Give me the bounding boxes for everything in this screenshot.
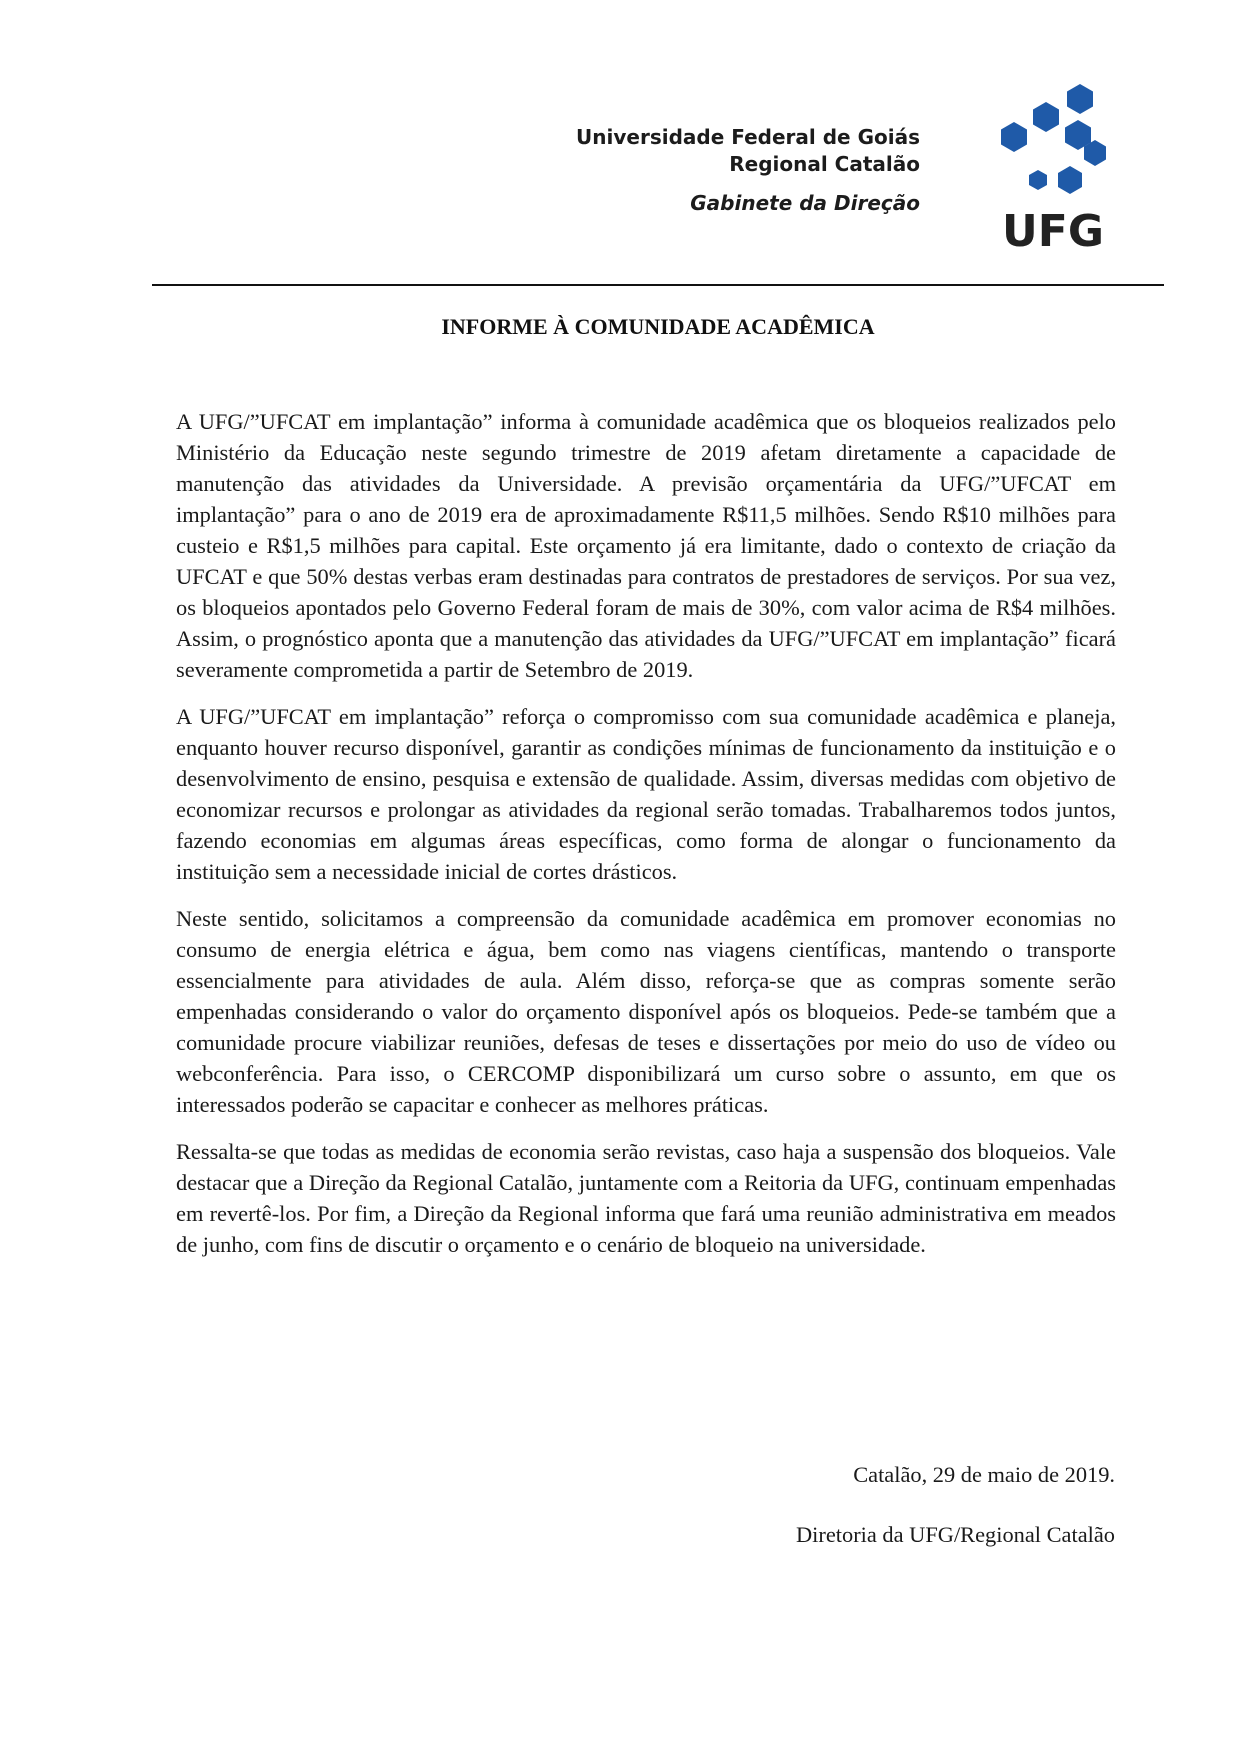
institution-name: Universidade Federal de Goiás <box>576 125 920 149</box>
date-line: Catalão, 29 de maio de 2019. <box>853 1462 1115 1487</box>
paragraph: A UFG/”UFCAT em implantação” informa à comunidade acadêmica que os bloqueios realizados pelo Ministério da Educação neste segundo trimestre de 2019 afetam diretamente a capacidade de manutenção das atividades da Universidade. A previsão orçamentária da UFG/”UFCAT em implantação” para o ano de 2019 era de aproximadamente R$11,5 milhões. Sendo R$10 milhões para custeio e R$1,5 milhões para capital. Este orçamento já era limitante, dado o contexto de criação da UFCAT e que 50% destas verbas eram destinadas para contratos de prestadores de serviços. Por sua vez, os bloqueios apontados pelo Governo Federal foram de mais de 30%, com valor acima de R$4 milhões. Assim, o prognóstico aponta que a manutenção das atividades da UFG/”UFCAT em implantação” ficará severamente comprometida a partir de Setembro de 2019. <box>176 409 1116 682</box>
hexagon-middle-left <box>1001 122 1027 152</box>
hexagon-upper-left <box>1033 102 1059 132</box>
hexagon-lower-center <box>1058 166 1082 194</box>
campus-name: Regional Catalão <box>729 152 920 176</box>
document-body <box>176 406 1116 1276</box>
office-name: Gabinete da Direção <box>690 191 920 215</box>
hexagon-top <box>1067 84 1093 114</box>
signature: Diretoria da UFG/Regional Catalão <box>796 1522 1115 1547</box>
logo-text: UFG <box>1002 206 1104 254</box>
header-divider <box>152 284 1164 286</box>
paragraph: Neste sentido, solicitamos a compreensão da comunidade acadêmica em promover economias no consumo de energia elétrica e água, bem como nas viagens científicas, mantendo o transporte essencialmente para atividades de aula. Além disso, reforça-se que as compras somente serão empenhadas considerando o valor do orçamento disponível após os bloqueios. Pede-se também que a comunidade procure viabilizar reuniões, defesas de teses e dissertações por meio do uso de vídeo ou webconferência. Para isso, o CERCOMP disponibilizará um curso sobre o assunto, em que os interessados poderão se capacitar e conhecer as melhores práticas. <box>176 906 1116 1117</box>
paragraph: A UFG/”UFCAT em implantação” reforça o compromisso com sua comunidade acadêmica e planeja, enquanto houver recurso disponível, garantir as condições mínimas de funcionamento da instituição e o desenvolvimento de ensino, pesquisa e extensão de qualidade. Assim, diversas medidas com objetivo de economizar recursos e prolongar as atividades da regional serão tomadas. Trabalharemos todos juntos, fazendo economias em algumas áreas específicas, como forma de alongar o funcionamento da instituição sem a necessidade inicial de cortes drásticos. <box>176 704 1116 884</box>
document-title: INFORME À COMUNIDADE ACADÊMICA <box>441 314 875 339</box>
letterhead <box>576 124 920 217</box>
paragraph: Ressalta-se que todas as medidas de economia serão revistas, caso haja a suspensão dos bloqueios. Vale destacar que a Direção da Regional Catalão, juntamente com a Reitoria da UFG, continuam empenhadas em revertê-los. Por fim, a Direção da Regional informa que fará uma reunião administrativa em meados de junho, com fins de discutir o orçamento e o cenário de bloqueio na universidade. <box>176 1139 1116 1257</box>
hexagon-cluster-icon <box>1001 84 1106 194</box>
hexagon-lower-left <box>1029 170 1047 190</box>
ufg-logo <box>998 84 1108 254</box>
